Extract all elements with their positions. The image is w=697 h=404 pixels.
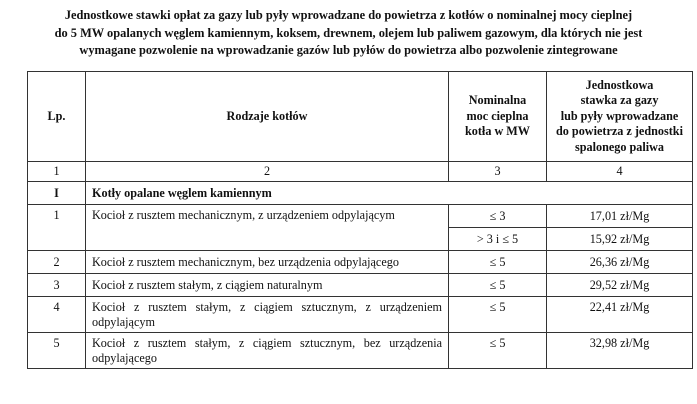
header-boiler-type: Rodzaje kotłów — [86, 72, 449, 162]
column-number: 2 — [86, 162, 449, 182]
title-line: do 5 MW opalanych węglem kamiennym, koksem, drewnem, olejem lub paliwem gazowym, dla których nie jest — [54, 25, 643, 40]
row-lp: 4 — [28, 297, 86, 333]
row-lp: 2 — [28, 251, 86, 274]
title-line: wymagane pozwolenie na wprowadzanie gazów lub pyłów do powietrza albo pozwolenie zintegrowane — [79, 43, 618, 57]
header-lp: Lp. — [28, 72, 86, 162]
header-nominal-power: Nominalna moc cieplna kotła w MW — [449, 72, 547, 162]
title-line: Jednostkowe stawki opłat za gazy lub pyły wprowadzane do powietrza z kotłów o nominalnej mocy cieplnej — [64, 8, 633, 22]
table-row — [28, 333, 693, 369]
section-lp: I — [28, 182, 86, 205]
row-rate: 26,36 zł/Mg — [547, 251, 693, 274]
row-rate: 22,41 zł/Mg — [547, 297, 693, 333]
row-lp: 5 — [28, 333, 86, 369]
column-number: 4 — [547, 162, 693, 182]
row-rate: 29,52 zł/Mg — [547, 274, 693, 297]
table-row — [28, 205, 693, 228]
column-number: 3 — [449, 162, 547, 182]
row-power: ≤ 5 — [449, 274, 547, 297]
section-row — [28, 182, 693, 205]
table-row — [28, 297, 693, 333]
row-power: ≤ 5 — [449, 297, 547, 333]
row-power: > 3 i ≤ 5 — [449, 228, 547, 251]
table-row — [28, 274, 693, 297]
row-boiler-type: Kocioł z rusztem stałym, z ciągiem naturalnym — [86, 274, 449, 297]
row-power: ≤ 5 — [449, 251, 547, 274]
row-rate: 32,98 zł/Mg — [547, 333, 693, 369]
rates-table — [27, 71, 693, 369]
row-boiler-type: Kocioł z rusztem mechanicznym, bez urządzenia odpylającego — [86, 251, 449, 274]
table-row — [28, 251, 693, 274]
table-header-row — [28, 72, 693, 162]
row-power: ≤ 5 — [449, 333, 547, 369]
row-boiler-type: Kocioł z rusztem stałym, z ciągiem sztucznym, bez urządzenia odpylającego — [86, 333, 449, 369]
row-lp: 1 — [28, 205, 86, 251]
row-lp: 3 — [28, 274, 86, 297]
header-unit-rate: Jednostkowa stawka za gazy lub pyły wprowadzane do powietrza z jednostki spalonego paliwa — [547, 72, 693, 162]
row-boiler-type: Kocioł z rusztem stałym, z ciągiem sztucznym, z urządzeniem odpylającym — [86, 297, 449, 333]
row-power: ≤ 3 — [449, 205, 547, 228]
section-title: Kotły opalane węglem kamiennym — [86, 182, 693, 205]
column-number: 1 — [28, 162, 86, 182]
row-rate: 17,01 zł/Mg — [547, 205, 693, 228]
document-title — [20, 7, 677, 60]
column-number-row — [28, 162, 693, 182]
row-rate: 15,92 zł/Mg — [547, 228, 693, 251]
row-boiler-type: Kocioł z rusztem mechanicznym, z urządzeniem odpylającym — [86, 205, 449, 251]
